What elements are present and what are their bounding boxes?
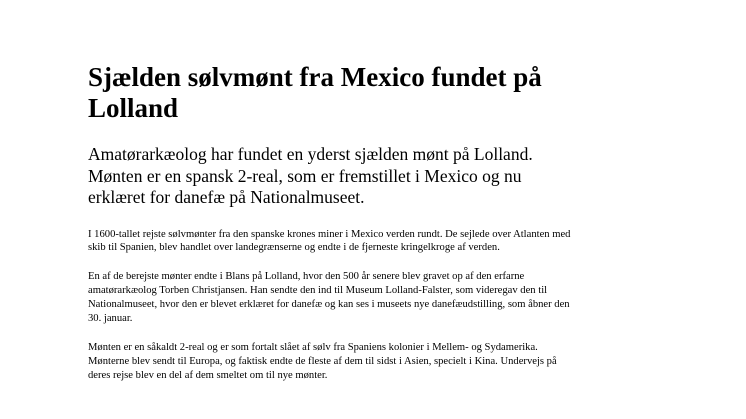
article-paragraph: I 1600-tallet rejste sølvmønter fra den spanske krones miner i Mexico verden rundt. De sejlede over Atlanten med skib til Spanien, blev handlet over landegrænserne og endte i de fjerneste kringelkroge af verden. [88,228,571,254]
article-paragraph: Mønten er en såkaldt 2-real og er som fortalt slået af sølv fra Spaniens kolonier i Mellem- og Sydamerika. Mønterne blev sendt til Europa, og faktisk endte de fleste af dem til sidst i Asien, specielt i Kina. Undervejs på deres rejse blev en del af dem smeltet om til nye mønter. [88,341,557,381]
article-paragraph: En af de berejste mønter endte i Blans på Lolland, hvor den 500 år senere blev gravet op af den erfarne amatørarkæolog Torben Christjansen. Han sendte den ind til Museum Lolland-Falster, som videregav den til Nationalmuseet, hvor den er blevet erklæret for danefæ og kan ses i museets nye danefæudstilling, som åbner den 30. januar. [88,271,570,325]
article-headline: Sjælden sølvmønt fra Mexico fundet på Lolland [88,62,542,123]
article [88,62,588,383]
article-lead: Amatørarkæolog har fundet en yderst sjælden mønt på Lolland. Mønten er en spansk 2-real, som er fremstillet i Mexico og nu erklæret for danefæ på Nationalmuseet. [88,144,533,207]
